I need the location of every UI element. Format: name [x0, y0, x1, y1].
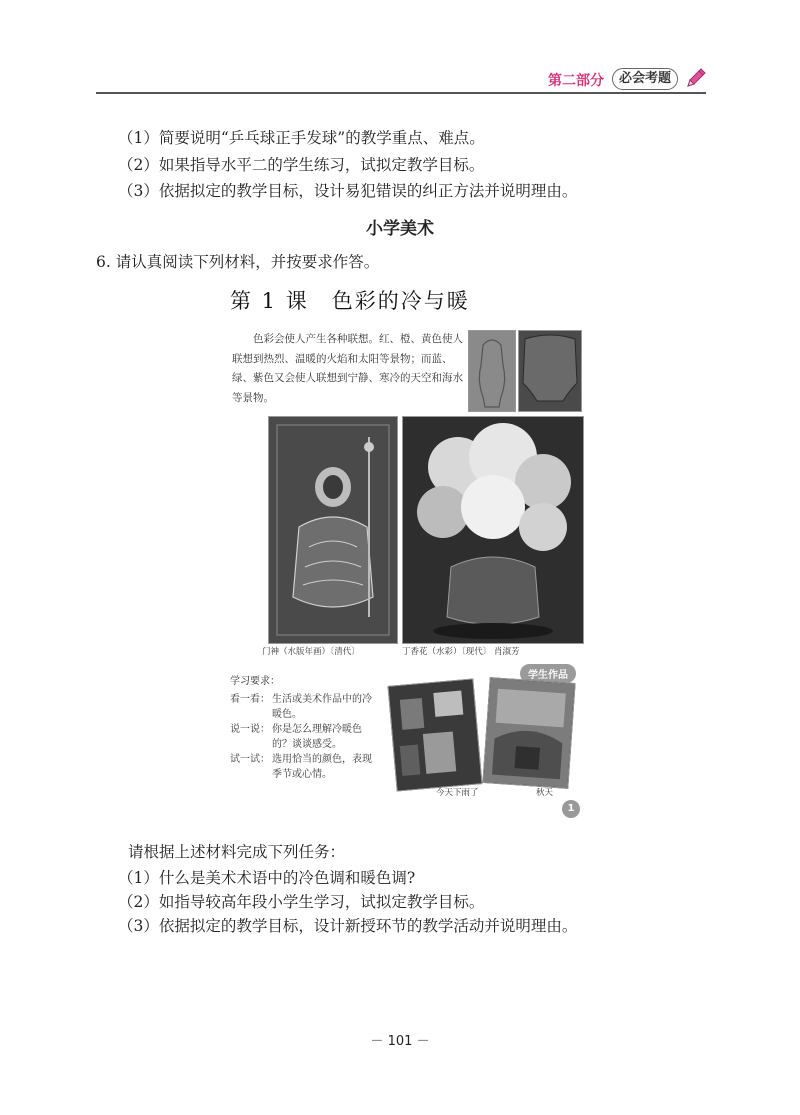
- student-work-badge: 学生作品: [520, 664, 576, 683]
- student-work-rainy-image: [388, 678, 483, 791]
- caption-lilac: 丁香花（水彩）〔现代〕 肖淑芳: [402, 647, 520, 657]
- caption-rainy: 今天下雨了: [436, 788, 479, 798]
- lilac-watercolor-image: [402, 416, 584, 644]
- requirement-item: [230, 722, 390, 754]
- caption-autumn: 秋天: [536, 788, 554, 798]
- task-1: （1）什么是美术术语中的冷色调和暖色调?: [118, 869, 416, 887]
- requirements-title: 学习要求：: [230, 676, 280, 687]
- menshen-woodblock-image: [268, 416, 398, 644]
- requirement-value: 选用恰当的颜色，表现季节或心情。: [272, 754, 372, 780]
- requirement-key: 试一试：: [230, 754, 270, 765]
- task-2: （2）如指导较高年段小学生学习，试拟定教学目标。: [118, 893, 485, 911]
- requirement-key: 说一说：: [230, 724, 270, 735]
- prev-question-2: （2）如果指导水平二的学生练习，试拟定教学目标。: [118, 156, 485, 174]
- lesson-title: 第 1 课 色彩的冷与暖: [230, 289, 470, 313]
- student-work-autumn-image: [482, 677, 575, 789]
- requirement-key: 看一看：: [230, 694, 270, 705]
- prev-question-1: （1）简要说明“乒乓球正手发球”的教学重点、难点。: [118, 129, 485, 147]
- requirement-value: 你是怎么理解冷暖色的？谈谈感受。: [272, 724, 362, 750]
- task-intro: 请根据上述材料完成下列任务：: [128, 843, 346, 861]
- section-title: 小学美术: [366, 219, 434, 239]
- pencil-icon: [684, 66, 708, 90]
- requirement-item: [230, 752, 390, 784]
- page-marker-badge: 1: [562, 800, 580, 818]
- header-pill-label: 必会考题: [612, 68, 678, 90]
- caption-menshen: 门神（水版年画）〔清代〕: [262, 647, 360, 657]
- requirement-value: 生活或美术作品中的冷暖色。: [272, 694, 372, 720]
- header-rule: [96, 92, 706, 94]
- requirement-item: [230, 692, 390, 724]
- lesson-paragraph: 色彩会使人产生各种联想。红、橙、黄色使人联想到热烈、温暖的火焰和太阳等景物；而蓝、绿、紫色又会使人联想到宁静、寒冷的天空和海水等景物。: [232, 333, 463, 404]
- warm-color-figure: [468, 330, 516, 412]
- header-section-label: 第二部分: [548, 73, 604, 89]
- question-6: 6. 请认真阅读下列材料，并按要求作答。: [96, 253, 380, 271]
- prev-question-3: （3）依据拟定的教学目标，设计易犯错误的纠正方法并说明理由。: [118, 182, 578, 200]
- task-3: （3）依据拟定的教学目标，设计新授环节的教学活动并说明理由。: [118, 917, 578, 935]
- page-number: － 101 －: [370, 1034, 430, 1049]
- cool-color-figure: [518, 330, 582, 412]
